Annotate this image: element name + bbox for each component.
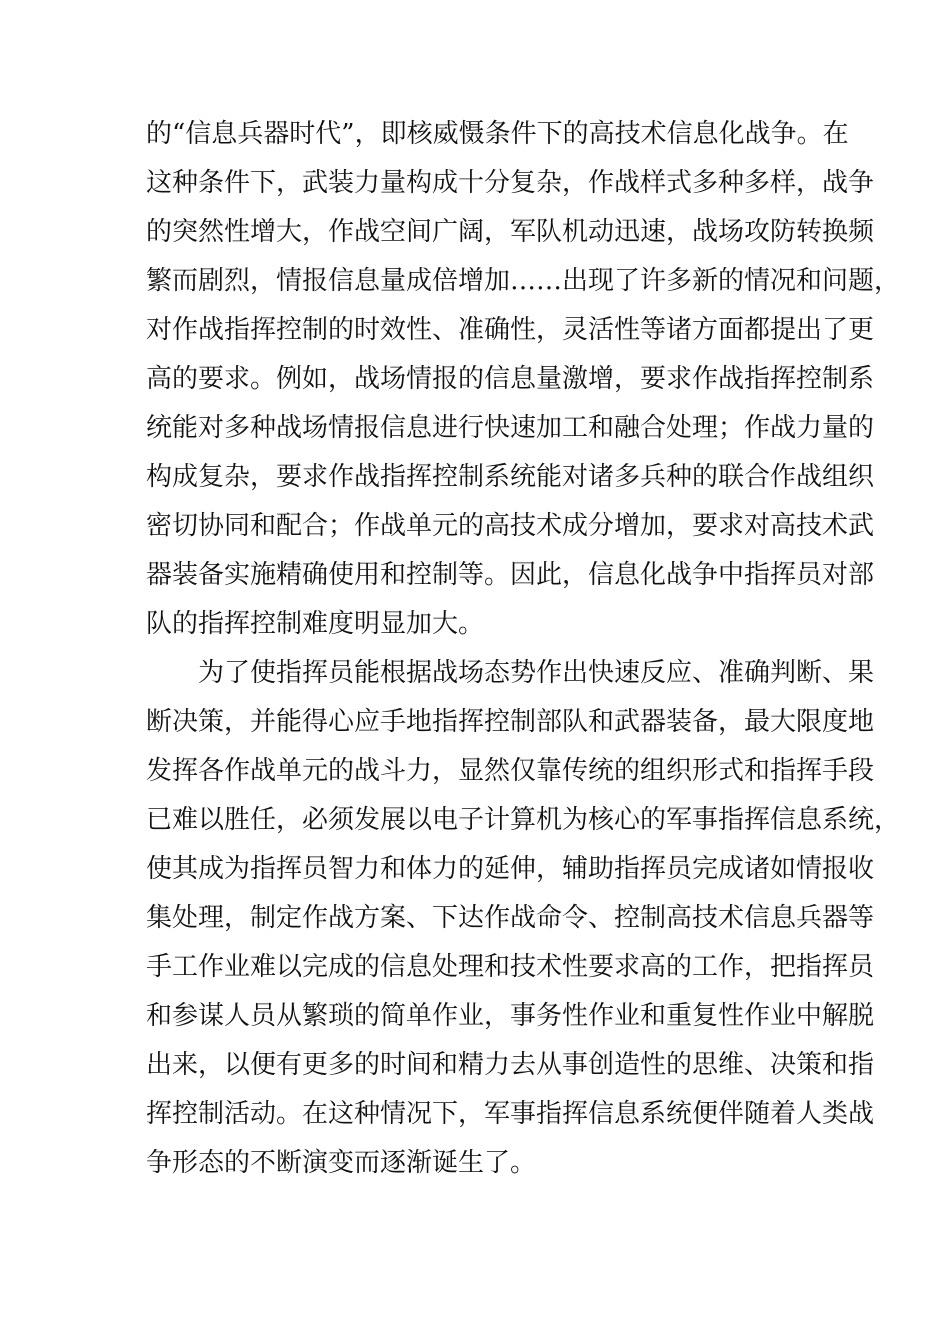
text-line: 挥控制活动。在这种情况下，军事指挥信息系统便伴随着人类战: [146, 1099, 875, 1129]
text-line: 密切协同和配合；作战单元的高技术成分增加，要求对高技术武: [146, 511, 875, 541]
text-line: 出来，以便有更多的时间和精力去从事创造性的思维、决策和指: [146, 1050, 875, 1080]
text-line: 争形态的不断演变而逐渐诞生了。: [146, 1148, 537, 1178]
text-line: 集处理，制定作战方案、下达作战命令、控制高技术信息兵器等: [146, 903, 875, 933]
text-line: 繁而剧烈，情报信息量成倍增加……出现了许多新的情况和问题，: [146, 266, 901, 296]
text-line: 使其成为指挥员智力和体力的延伸，辅助指挥员完成诸如情报收: [146, 854, 875, 884]
text-line: 高的要求。例如，战场情报的信息量激增，要求作战指挥控制系: [146, 364, 875, 394]
text-line: 队的指挥控制难度明显加大。: [146, 609, 485, 639]
text-line: 对作战指挥控制的时效性、准确性，灵活性等诸方面都提出了更: [146, 315, 875, 345]
text-line: 构成复杂，要求作战指挥控制系统能对诸多兵种的联合作战组织: [146, 462, 875, 492]
text-line: 的“信息兵器时代”，即核威慑条件下的高技术信息化战争。在: [146, 119, 849, 149]
text-line: 的突然性增大，作战空间广阔，军队机动迅速，战场攻防转换频: [146, 217, 875, 247]
text-line: 手工作业难以完成的信息处理和技术性要求高的工作，把指挥员: [146, 952, 875, 982]
text-line: 和参谋人员从繁琐的简单作业，事务性作业和重复性作业中解脱: [146, 1001, 875, 1031]
text-line: 发挥各作战单元的战斗力，显然仅靠传统的组织形式和指挥手段: [146, 756, 875, 786]
paragraph-1: [146, 110, 901, 649]
text-line: 已难以胜任，必须发展以电子计算机为核心的军事指挥信息系统，: [146, 805, 901, 835]
text-line: 断决策，并能得心应手地指挥控制部队和武器装备，最大限度地: [146, 707, 875, 737]
text-line: 为了使指挥员能根据战场态势作出快速反应、准确判断、果: [198, 658, 875, 688]
paragraph-2: [146, 649, 901, 1188]
text-line: 器装备实施精确使用和控制等。因此，信息化战争中指挥员对部: [146, 560, 875, 590]
text-line: 统能对多种战场情报信息进行快速加工和融合处理；作战力量的: [146, 413, 875, 443]
text-line: 这种条件下，武装力量构成十分复杂，作战样式多种多样，战争: [146, 168, 875, 198]
body-text: [146, 110, 901, 1188]
